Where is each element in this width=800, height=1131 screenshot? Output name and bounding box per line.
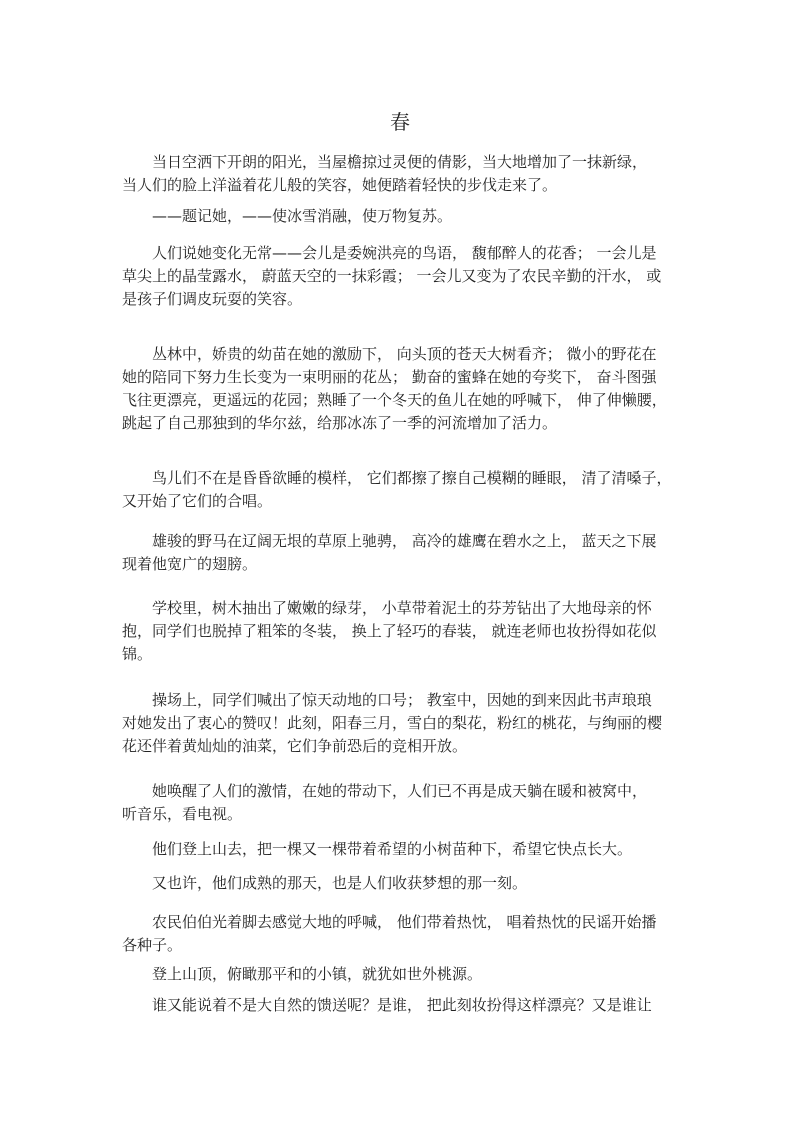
paragraph-8 [122,689,682,758]
text-line: 鸟儿们不在是昏昏欲睡的模样， 它们都擦了擦自己模糊的睡眼， 清了清嗓子， [152,469,672,487]
text-line: 抱，同学们也脱掉了粗笨的冬装， 换上了轻巧的春装， 就连老师也妆扮得如花似 [122,622,657,640]
paragraph-11 [122,872,682,895]
text-line: 现着他宽广的翅膀。 [122,555,258,573]
paragraph-6 [122,530,682,576]
text-line: 雄骏的野马在辽阔无垠的草原上驰骋， 高冷的雄鹰在碧水之上， 蓝天之下展 [152,532,657,550]
paragraph-4 [122,343,682,435]
text-line: 学校里，树木抽出了嫩嫩的绿芽， 小草带着泥土的芬芳钻出了大地母亲的怀 [152,599,652,617]
text-line: 她唤醒了人们的激情，在她的带动下，人们已不再是成天躺在暖和被窝中， [152,782,648,800]
text-line: 她的陪同下努力生长变为一束明丽的花丛； 勤奋的蜜蜂在她的夸奖下， 奋斗图强 [122,368,657,386]
text-line: 又开始了它们的合唱。 [122,492,273,510]
paragraph-7 [122,597,682,666]
text-line: 花还伴着黄灿灿的油菜，它们争前恐后的竞相开放。 [122,737,468,755]
text-line: 对她发出了衷心的赞叹！此刻，阳春三月，雪白的梨花，粉红的桃花，与绚丽的樱 [122,714,663,732]
text-line: 农民伯伯光着脚去感觉大地的呼喊， 他们带着热忱， 唱着热忱的民谣开始播 [152,913,657,931]
text-line: 登上山顶，俯瞰那平和的小镇，就犹如世外桃源。 [152,965,483,983]
paragraph-10 [122,838,682,861]
text-line: 人们说她变化无常——会儿是委婉洪亮的鸟语， 馥郁醉人的花香； 一会儿是 [152,244,657,262]
text-line: 飞往更漂亮，更遥远的花园；熟睡了一个冬天的鱼儿在她的呼喊下， 伸了伸懒腰， [122,391,667,409]
text-line: 是孩子们调皮玩耍的笑容。 [122,290,303,308]
paragraph-9 [122,780,682,826]
text-line: 当日空洒下开朗的阳光，当屋檐掠过灵便的倩影，当大地增加了一抹新绿， [152,153,648,171]
text-line: 草尖上的晶莹露水， 蔚蓝天空的一抹彩霞； 一会儿又变为了农民辛勤的汗水， 或 [122,267,662,285]
text-line: 锦。 [122,645,153,663]
paragraph-13 [122,963,682,986]
text-line: 当人们的脸上洋溢着花儿般的笑容，她便踏着轻快的步伐走来了。 [122,176,558,194]
paragraph-5 [122,467,682,513]
paragraph-3 [122,242,682,311]
text-line: 他们登上山去，把一棵又一棵带着希望的小树苗种下，希望它快点长大。 [152,840,633,858]
paragraph-1 [122,151,682,197]
text-line: 各种子。 [122,936,183,954]
text-line: 又也许，他们成熟的那天，也是人们收获梦想的那一刻。 [152,874,528,892]
text-line: 听音乐，看电视。 [122,805,243,823]
text-line: 操场上，同学们喊出了惊天动地的口号； 教室中，因她的到来因此书声琅琅 [152,691,652,709]
text-line: ——题记她，——使冰雪消融，使万物复苏。 [152,207,453,225]
paragraph-2 [122,205,682,228]
paragraph-14 [122,994,682,1017]
text-line: 谁又能说着不是大自然的馈送呢？是谁， 把此刻妆扮得这样漂亮？又是谁让 [152,996,652,1014]
document-title: 春 [390,110,410,134]
text-line: 跳起了自己那独到的华尔兹，给那冰冻了一季的河流增加了活力。 [122,414,558,432]
paragraph-12 [122,911,682,957]
text-line: 丛林中，娇贵的幼苗在她的激励下， 向头顶的苍天大树看齐； 微小的野花在 [152,345,657,363]
